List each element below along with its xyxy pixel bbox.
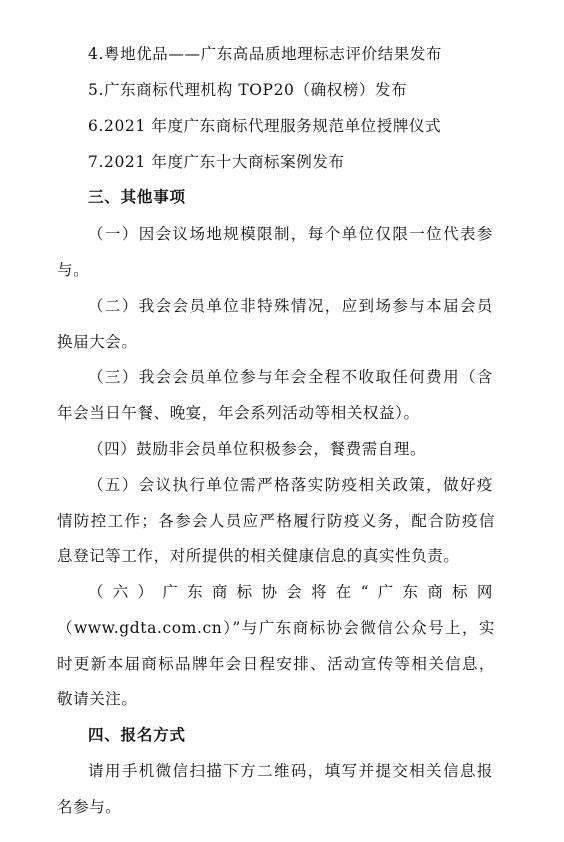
list-item-4: 4.粤地优品——广东高品质地理标志评价结果发布 [88,45,443,63]
paragraph-line: （三）我会会员单位参与年会全程不收取任何费用（含 [88,368,493,386]
list-item-7: 7.2021 年度广东十大商标案例发布 [88,153,345,171]
paragraph-line: （www.gdta.com.cn）”与广东商标协会微信公众号上，实 [57,619,495,637]
section-heading-registration: 四、报名方式 [88,726,186,744]
paragraph-line: 时更新本届商标品牌年会日程安排、活动宣传等相关信息， [57,655,495,673]
paragraph-line: （四）鼓励非会员单位积极参会，餐费需自理。 [88,440,427,458]
section-heading-other-matters: 三、其他事项 [88,188,186,206]
list-item-6: 6.2021 年度广东商标代理服务规范单位授牌仪式 [88,117,442,135]
paragraph-line: 息登记等工作，对所提供的相关健康信息的真实性负责。 [57,547,460,565]
paragraph-line: 换届大会。 [57,333,138,351]
paragraph-line: （六）广东商标协会将在“广东商标网 [88,583,493,601]
list-item-5: 5.广东商标代理机构 TOP20（确权榜）发布 [88,81,408,99]
paragraph-line: 请用手机微信扫描下方二维码，填写并提交相关信息报 [88,762,493,780]
paragraph-line: （一）因会议场地规模限制，每个单位仅限一位代表参 [88,225,493,243]
paragraph-line: 名参与。 [57,798,122,816]
paragraph-line: 敬请关注。 [57,690,138,708]
paragraph-line: （二）我会会员单位非特殊情况，应到场参与本届会员 [88,297,493,315]
paragraph-line: 年会当日午餐、晚宴，年会系列活动等相关权益）。 [57,404,420,422]
paragraph-line: 与。 [57,261,90,279]
paragraph-line: 情防控工作；各参会人员应严格履行防疫义务，配合防疫信 [57,512,495,530]
paragraph-line: （五）会议执行单位需严格落实防疫相关政策，做好疫 [88,476,493,494]
